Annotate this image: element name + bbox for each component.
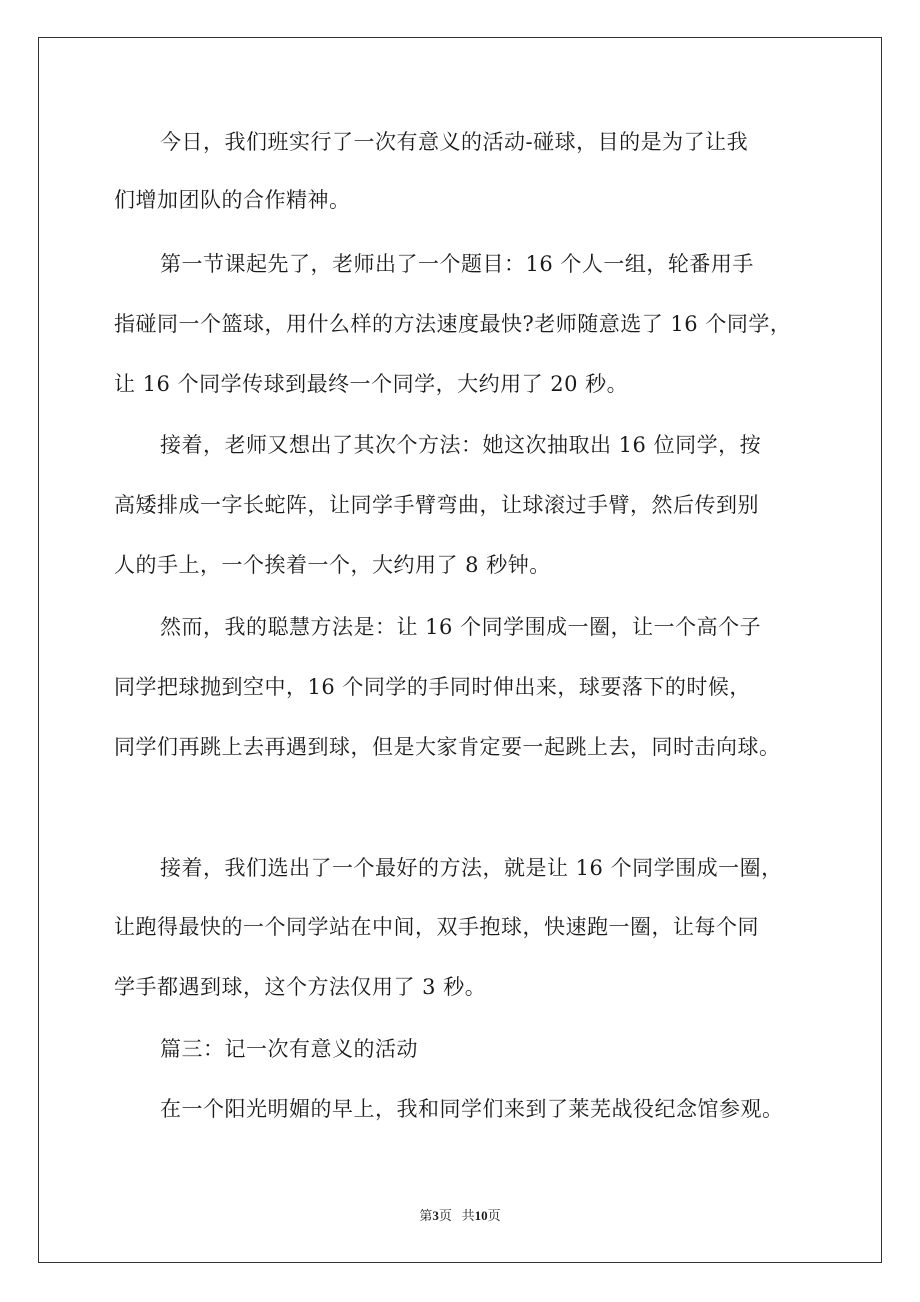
paragraph-line: 同学把球抛到空中，16 个同学的手同时伸出来，球要落下的时候， bbox=[114, 675, 751, 699]
paragraph-line: 在一个阳光明媚的早上，我和同学们来到了莱芜战役纪念馆参观。 bbox=[160, 1097, 784, 1121]
paragraph-line: 接着，我们选出了一个最好的方法，就是让 16 个同学围成一圈， bbox=[160, 856, 783, 880]
paragraph-line: 同学们再跳上去再遇到球，但是大家肯定要一起跳上去，同时击向球。 bbox=[114, 735, 781, 759]
paragraph-line: 高矮排成一字长蛇阵，让同学手臂弯曲，让球滚过手臂，然后传到别 bbox=[114, 493, 759, 517]
page-footer bbox=[0, 1207, 920, 1226]
paragraph-line: 第一节课起先了，老师出了一个题目：16 个人一组，轮番用手 bbox=[160, 252, 754, 276]
paragraph-line: 们增加团队的合作精神。 bbox=[114, 188, 351, 212]
footer-suffix: 页 bbox=[487, 1208, 501, 1223]
paragraph-line: 让 16 个同学传球到最终一个同学，大约用了 20 秒。 bbox=[114, 372, 629, 396]
footer-total-pages: 10 bbox=[474, 1208, 488, 1223]
section-heading: 篇三：记一次有意义的活动 bbox=[160, 1037, 418, 1061]
paragraph-line: 人的手上，一个挨着一个，大约用了 8 秒钟。 bbox=[114, 553, 551, 577]
paragraph-line: 学手都遇到球，这个方法仅用了 3 秒。 bbox=[114, 975, 487, 999]
paragraph-line: 接着，老师又想出了其次个方法：她这次抽取出 16 位同学，按 bbox=[160, 433, 762, 457]
paragraph-line: 让跑得最快的一个同学站在中间，双手抱球，快速跑一圈，让每个同 bbox=[114, 915, 759, 939]
paragraph-line: 然而，我的聪慧方法是：让 16 个同学围成一圈，让一个高个子 bbox=[160, 615, 762, 639]
footer-current-page: 3 bbox=[432, 1208, 439, 1223]
paragraph-line: 今日，我们班实行了一次有意义的活动-碰球，目的是为了让我 bbox=[160, 130, 749, 154]
paragraph-line: 指碰同一个篮球，用什么样的方法速度最快?老师随意选了 16 个同学， bbox=[114, 312, 792, 336]
page-frame bbox=[38, 37, 882, 1263]
footer-mid: 页 共 bbox=[438, 1208, 475, 1223]
footer-prefix: 第 bbox=[419, 1208, 433, 1223]
